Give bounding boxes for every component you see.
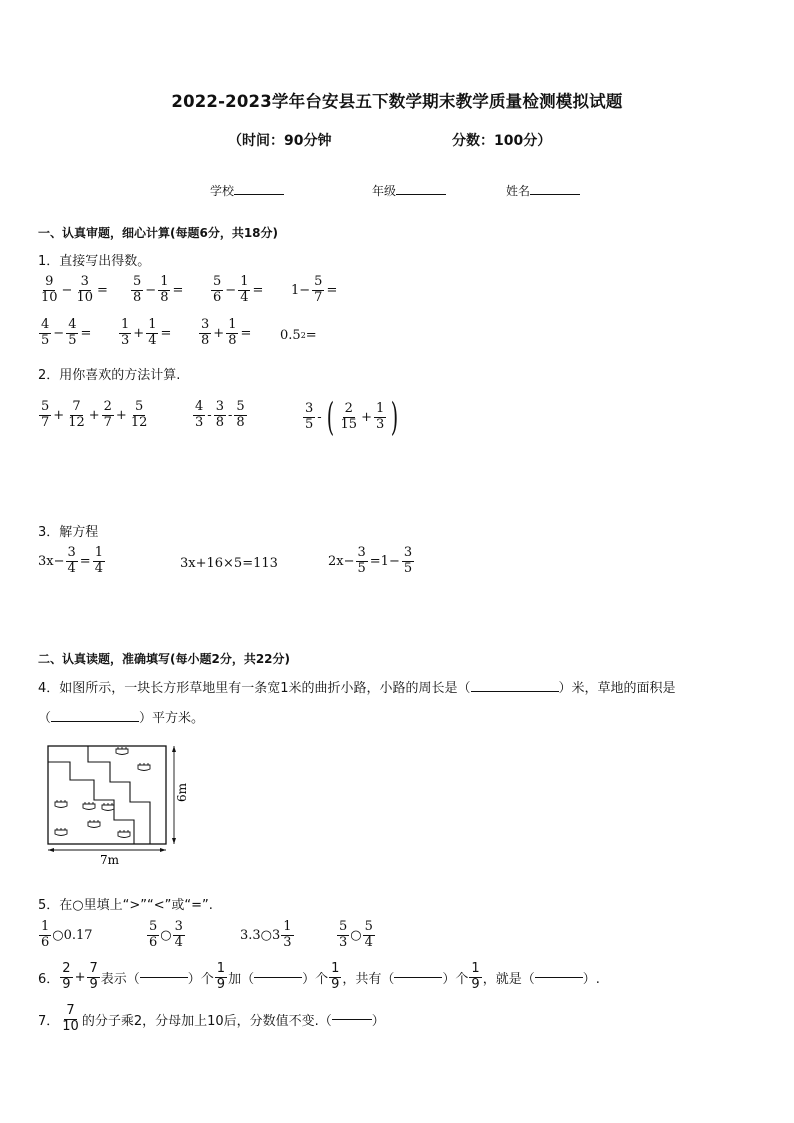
q3-eq-a: 3x− $\frac{3}{4}$ = $\frac{1}{4}$ [38,545,103,576]
q2-expr-b: $\frac{4}{3}$ - $\frac{3}{8}$ - $\frac{5}{8}$ [195,399,245,430]
grass-icons [55,747,150,838]
q1-expr-f: $\frac{1}{3}$ + $\frac{1}{4}$ = [121,317,172,348]
q1-expr-d: 1− $\frac{5}{7}$ = [291,274,338,305]
q6-blank-1[interactable] [140,977,188,978]
q2-expr-c: $\frac{3}{5}$ - ( $\frac{2}{15}$ + $\frac{1}{3}$ ) [305,395,399,439]
exam-time: （时间：90分钟 [228,133,332,149]
section-2-heading: 二、认真读题，准确填写(每小题2分，共22分) [38,652,291,666]
q6-blank-4[interactable] [535,977,583,978]
q6-blank-2[interactable] [254,977,302,978]
exam-score: 分数：100分） [452,133,552,149]
question-4-line-2: （ ）平方米。 [38,711,205,726]
q5-expr-b: $\frac{5}{6}$ ○ $\frac{3}{4}$ [149,919,183,950]
question-7: 7． $\frac{7}{10}$ 的分子乘2，分母加上10后，分数值不变.（ ） [38,1003,385,1034]
question-3-text: 3．解方程 [38,525,99,540]
school-field[interactable] [210,182,284,199]
grade-field[interactable] [372,182,446,199]
name-label: 姓名 [506,184,531,198]
q5-expr-c: 3.3○3 $\frac{1}{3}$ [240,919,292,950]
q1-expr-b: $\frac{5}{8}$ − $\frac{1}{8}$ = [133,274,184,305]
question-2-text: 2．用你喜欢的方法计算. [38,368,181,383]
page-title: 2022-2023学年台安县五下数学期末教学质量检测模拟试题 [171,92,623,111]
question-6: 6． $\frac{2}{9}$ + $\frac{7}{9}$ 表示（ ）个 $\frac{1}{9}$ 加（ ）个 $\frac{1}{9}$ ，共有（ ）个 $\frac{1}{9}$ ，就是（ ）. [38,961,600,992]
q1-expr-c: $\frac{5}{6}$ − $\frac{1}{4}$ = [213,274,264,305]
q3-eq-b: 3x+16×5=113 [180,556,278,571]
q3-eq-c: 2x− $\frac{3}{5}$ =1− $\frac{3}{5}$ [328,545,413,576]
question-4-line-1: 4．如图所示，一块长方形草地里有一条宽1米的曲折小路，小路的周长是（ ）米，草地的面积是 [38,681,676,696]
name-field[interactable] [506,182,580,199]
label-height: 6m [175,782,189,802]
grade-label: 年级 [372,184,397,198]
school-label: 学校 [210,184,235,198]
label-width: 7m [100,853,120,867]
question-5-text: 5．在○里填上“>”“<”或“=”. [38,898,213,913]
lawn-diagram [40,740,200,868]
q6-blank-3[interactable] [394,977,442,978]
q1-expr-a: $\frac{9}{10}$ − $\frac{3}{10}$ = [41,274,108,305]
q1-expr-h: 0.5 2 = [280,328,317,343]
q5-expr-d: $\frac{5}{3}$ ○ $\frac{5}{4}$ [339,919,373,950]
q7-blank[interactable] [332,1019,372,1020]
q4-answer-blank-1[interactable] [471,691,559,692]
q1-expr-e: $\frac{4}{5}$ − $\frac{4}{5}$ = [41,317,92,348]
q4-answer-blank-2[interactable] [51,721,139,722]
q5-expr-a: $\frac{1}{6}$ ○0.17 [41,919,93,950]
section-1-heading: 一、认真审题，细心计算(每题6分，共18分) [38,226,279,240]
question-1-text: 1．直接写出得数。 [38,254,151,269]
q1-expr-g: $\frac{3}{8}$ + $\frac{1}{8}$ = [201,317,252,348]
q2-expr-a: $\frac{5}{7}$ + $\frac{7}{12}$ + $\frac{2}{7}$ + $\frac{5}{12}$ [41,399,148,430]
